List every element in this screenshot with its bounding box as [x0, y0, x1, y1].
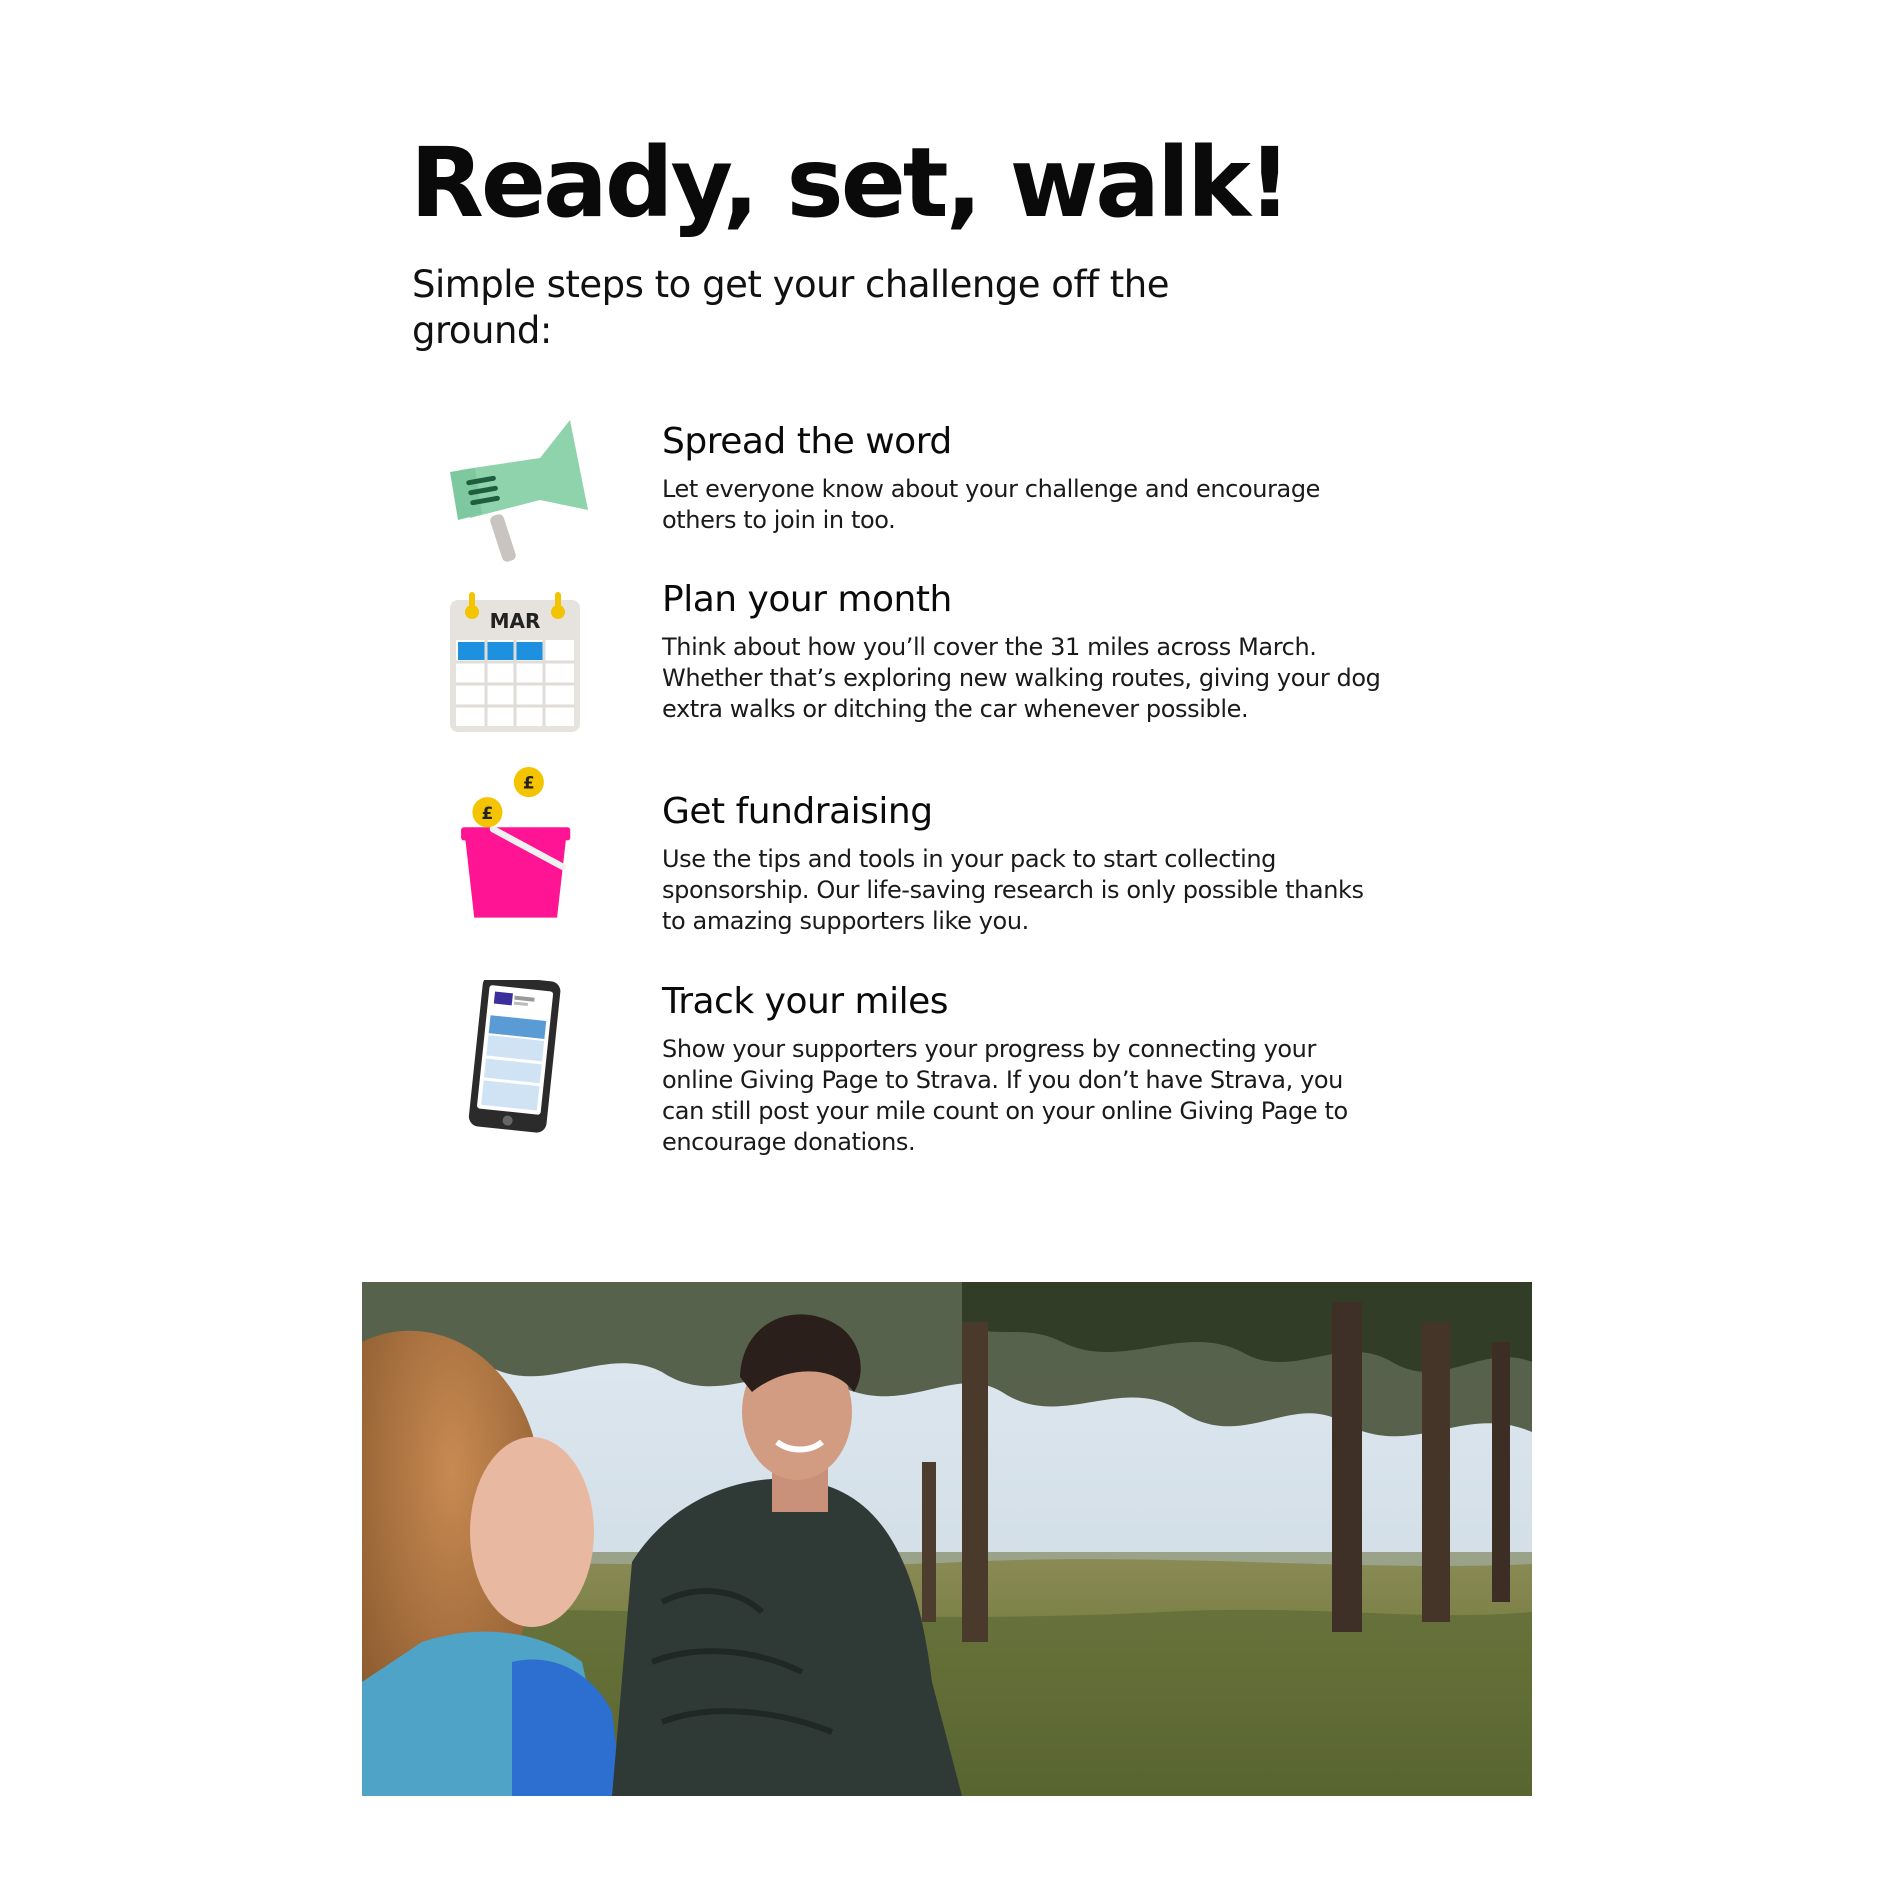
step-body: Let everyone know about your challenge and encourage others to join in too. [662, 475, 1321, 534]
step-heading: Spread the word [662, 421, 952, 462]
bucket-coins-icon [420, 767, 600, 927]
page-subtitle: Simple steps to get your challenge off the ground: [412, 263, 1169, 352]
calendar-month-label: MAR [489, 609, 541, 633]
step-text [662, 420, 1382, 536]
step-heading: Track your miles [662, 981, 949, 1022]
step-body: Use the tips and tools in your pack to start collecting sponsorship. Our life-saving research is only possible thanks to amazing supporters like you. [662, 845, 1364, 935]
megaphone-icon [420, 410, 600, 570]
step-text [662, 790, 1382, 937]
step-heading: Plan your month [662, 579, 952, 620]
photo-walkers [362, 1282, 1532, 1796]
phone-icon [420, 980, 600, 1140]
page-title: Ready, set, walk! [410, 127, 1289, 239]
step-body: Show your supporters your progress by connecting your online Giving Page to Strava. If you don’t have Strava, you can still post your mile count on your online Giving Page to encourage donations. [662, 1035, 1348, 1156]
coin-symbol: £ [481, 802, 494, 823]
step-body: Think about how you’ll cover the 31 miles across March. Whether that’s exploring new walking routes, giving your dog extra walks or ditching the car whenever possible. [662, 633, 1381, 723]
step-text [662, 980, 1382, 1158]
step-heading: Get fundraising [662, 791, 933, 832]
coin-symbol: £ [522, 772, 535, 793]
step-text [662, 578, 1382, 725]
calendar-icon [420, 578, 600, 738]
